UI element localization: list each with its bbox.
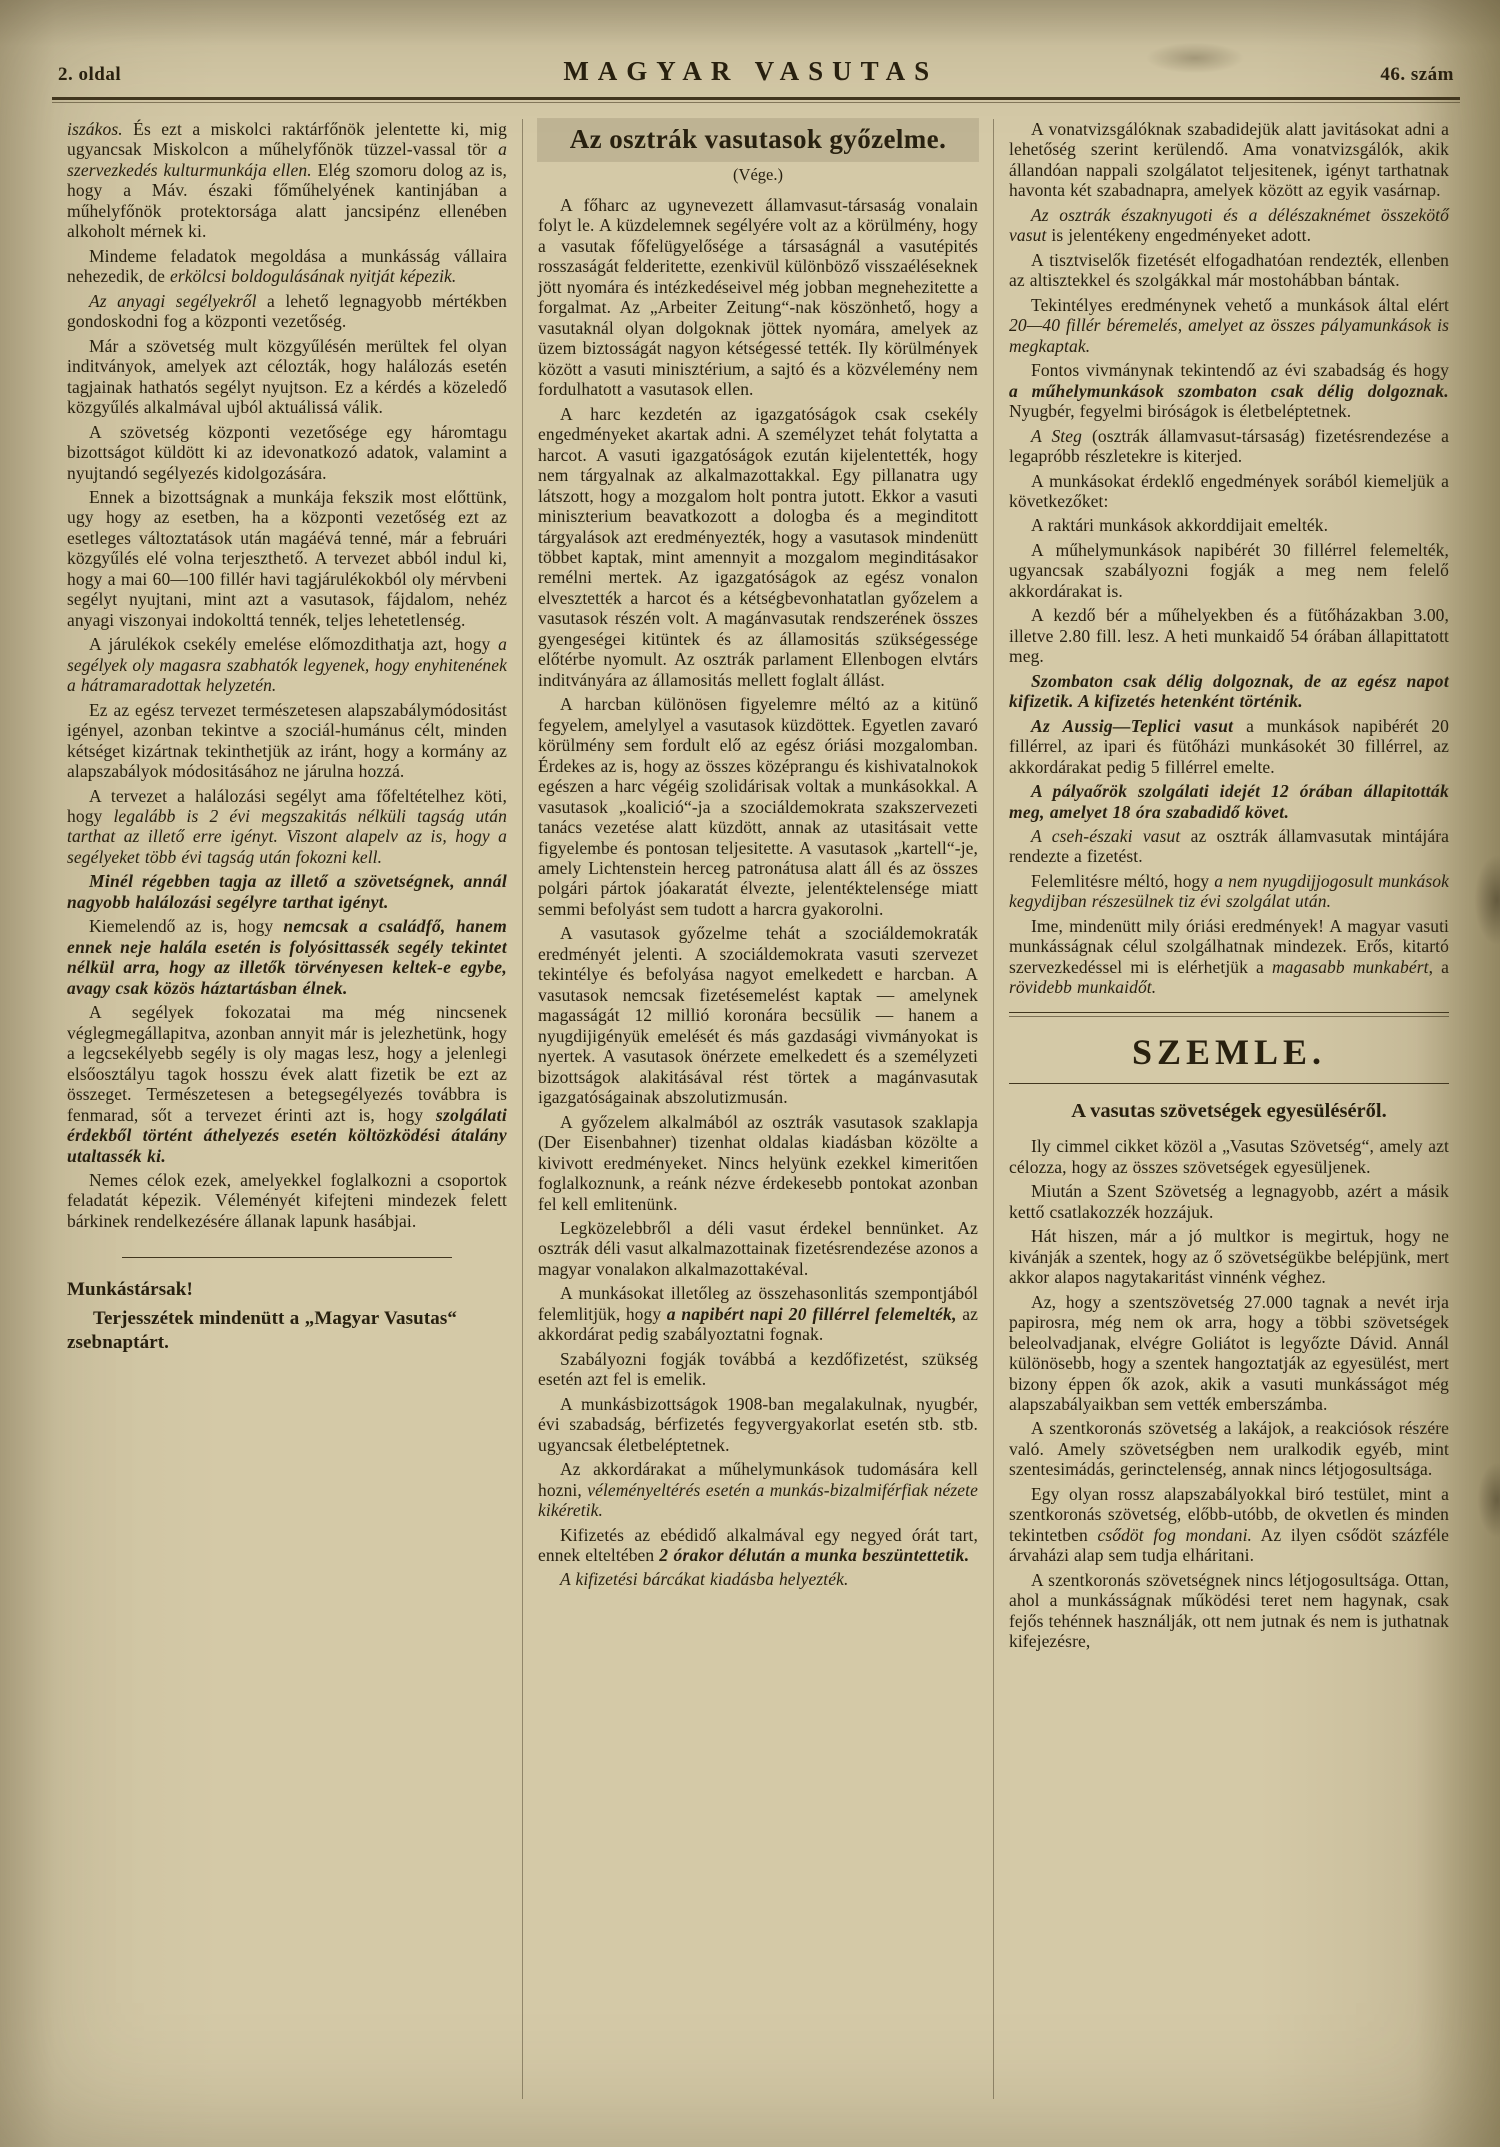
columns [0,103,1500,2099]
column-left-divider [122,1257,452,1258]
szemle-article-title: A vasutas szövetségek egyesüléséről. [1071,1099,1387,1122]
paragraph: Az osztrák északnyugoti és a délészaknémet összekötő vasut is jelentékeny engedményeket adott. [1009,204,1449,246]
paragraph: A vonatvizsgálóknak szabadidejük alatt javitásokat adni a lehetőség szerint kerülendő. Ama vonatvizsgálók, akik állandóan nappali szolgálatot teljesitenek, igényt tarthatnak havonta két szabadnapra, amelyek között az egyik vasárnap. [1009,119,1449,201]
paragraph: A harcban különösen figyelemre méltó az a kitünő fegyelem, amelylyel a vasutasok küzdöttek. Egyetlen zavaró körülmény sem fordult elő az egész óriási mozgalomban. Érdekes az is, hogy az összes középrangu és kishivatalnokok egészen a harc végéig szolidárisak voltak a munkásokkal. A vasutasok „koalició“-ja a szociáldemokrata szakszervezeti tanács vezetése alatt küzdött, annak az utasitásait vette figyelembe és pontosan teljesitette. A vasutasok „kartell“-je, amely Lichtenstein herceg patronátusa alatt áll és az összes polgári pártok jóakaratát élvezte, jelentéktelensége miatt semmi befolyást sem tudott a harcra gyakorolni. [538,694,978,919]
paragraph: Ily cimmel cikket közöl a „Vasutas Szövetség“, amely azt célozza, hogy az összes szövetségek egyesüljenek. [1009,1136,1449,1177]
paragraph: Minél régebben tagja az illető a szövetségnek, annál nagyobb halálozási segélyre tarthat igényt. [67,871,507,912]
column-right [993,119,1464,2099]
paragraph: Ez az egész tervezet természetesen alapszabálymódositást igényel, azonban tekintve a szociál-humánus célt, minden kétséget kizártnak tekinthetjük az iránt, hogy a kormány az alapszabályok módositásához ne járulna hozzá. [67,699,507,782]
paragraph: Miután a Szent Szövetség a legnagyobb, azért a másik kettő csatlakozzék hozzájuk. [1009,1181,1449,1222]
szemle-paragraphs [1009,1136,1449,1651]
szemle-top-rule [1009,1012,1449,1017]
paragraph: A főharc az ugynevezett államvasut-társaság vonalain folyt le. A küzdelemnek segélyére volt az a körülmény, hogy a vasutak főfelügyelősége a társaságnál a vasutépités rosszaságát felderitette, ezenkivül különböző visszaéléseknek jött nyomára és intézkedéseivel még jobban megnehezitette a forgalmat. Az „Arbeiter Zeitung“-nak köszönhető, hogy a vasutaknál olyan dolgoknak jöttek nyomára, amelyek az üzem biztosságát nagyon kétségessé tették. Ily körülmények között a vasuti minisztérium, a sajtó és a közvélemény nem fordulhatott a vasutasok ellen. [538,195,978,400]
column-center [522,119,993,2099]
page-header [0,0,1500,97]
paragraph: iszákos. És ezt a miskolci raktárfőnök jelentette ki, mig ugyancsak Miskolcon a műhelyfőnök tüzzel-vassal tör a szervezkedés kulturmunkája ellen. Elég szomoru dolog az is, hogy a Máv. északi főműhelyének kantinjában a műhelyfőnök protektorsága alatt jancsipénz ellenében alkoholt mérnek ki. [67,119,507,242]
paragraph: A műhelymunkások napibérét 30 fillérrel felemelték, ugyancsak szabályozni fogják a meg nem felelő akkordárakat is. [1009,539,1449,601]
article-subheadline: (Vége.) [733,165,783,184]
paragraph: A raktári munkások akkorddijait emelték. [1031,515,1329,536]
paragraph: A harc kezdetén az igazgatóságok csak csekély engedményeket akartak adni. A személyzet tehát folytatta a harcot. A vasuti igazgatóságok ezután kijelentették, hogy nem tárgyalnak az alkalmazottakkal. Egy pillanatra ugy látszott, hogy a mozgalom holt pontra jutott. Ekkor a vasuti miniszterium beavatkozott a dologba és a meginditott tárgyalások azt eredményezték, hogy a vasutasok mindenütt többet kaptak, mint amennyit a mozgalom meginditásakor remélni mertek. Az igazgatóságok az egész vonalon elvesztették a harcot és a kétségbevonhatatlan győzelem a vasutasok részén volt. A magánvasutak rendszerének összes gyengeségei kitüntek és az államositás szükségessége előtérbe nyomult. Az osztrák parlament Ellenbogen elvtárs inditványára az államositás mellett foglalt állást. [538,403,978,690]
paragraph: A tervezet a halálozási segélyt ama főfeltételhez köti, hogy legalább is 2 évi megszakitás nélküli tagság után tarthat az illető erre igényt. Viszont alapelv az is, hogy a segélyeket több évi tagság után fokozni kell. [67,785,507,867]
paragraph: Szombaton csak délig dolgoznak, de az egész napot kifizetik. A kifizetés hetenként történik. [1009,670,1449,712]
column-center-paragraphs [538,195,978,1590]
paragraph: A Steg (osztrák államvasut-társaság) fizetésrendezése a legapróbb részletekre is kiterjed. [1009,425,1449,467]
paragraph: Hát hiszen, már a jó multkor is megirtuk, hogy ne kivánják a szentek, hogy az ő szövetségükbe belépjünk, mert akkor alapos nagytakaritást vinnénk véghez. [1009,1226,1449,1288]
paragraph: Tekintélyes eredménynek vehető a munkások által elért 20—40 fillér béremelés, amelyet az összes pályamunkások is megkaptak. [1009,294,1449,356]
paragraph: Legközelebbről a déli vasut érdekel bennünket. Az osztrák déli vasut alkalmazottainak fizetésrendezése azonos a magyar vonalakon alkalmazottakéval. [538,1217,978,1279]
paragraph: A járulékok csekély emelése előmozdithatja azt, hogy a segélyek oly magasra szabhatók legyenek, hogy enyhitenének a hátramaradottak helyzetén. [67,634,507,696]
paragraph: Felemlitésre méltó, hogy a nem nyugdijjogosult munkások kegydijban részesülnek tiz évi szolgálat után. [1009,870,1450,912]
szemle-bottom-rule [1009,1083,1449,1084]
paragraph: Már a szövetség mult közgyűlésén merültek fel olyan inditványok, amelyek azt célozták, hogy halálozás esetén tagjainak hathatós segélyt nyujtson. Ez a kérdés a közeledő közgyűlés alkalmával ujból aktuálissá válik. [67,335,507,418]
paragraph: Ennek a bizottságnak a munkája fekszik most előttünk, ugy hogy az esetben, ha a központi vezetőség ezt az esetleges változtatások után magáévá tenné, már a februári közgyűlés elé volna terjeszthető. A tervezet abból indul ki, hogy a mai 60—100 fillér havi tagjárulékokból oly mérvbeni segélyt nyujtani, mint azt a vasutasok, fájdalom, nehéz anyagi viszonyai indokolttá tennék, teljes lehetetlenség. [67,486,507,630]
paragraph: A munkásbizottságok 1908-ban megalakulnak, nyugbér, évi szabadság, bérfizetés fegyvergyakorlat esetén stb. stb. ugyancsak életbeléptetnek. [538,1393,978,1455]
paragraph: A kifizetési bárcákat kiadásba helyezték. [560,1569,849,1590]
issue-number: 46. szám [1380,64,1454,85]
article-headline: Az osztrák vasutasok győzelme. [538,119,978,161]
column-right-paragraphs [1009,119,1449,998]
page-number: 2. oldal [58,64,122,85]
pocket-calendar-notice [67,1278,507,1354]
column-left-paragraphs [67,119,507,1231]
paragraph: A munkásokat érdeklő engedmények sorából kiemeljük a következőket: [1009,470,1449,511]
paragraph: Az, hogy a szentszövetség 27.000 tagnak a nevét irja papirosra, még nem ok arra, hogy a többi szövetségek beleolvadjanak, elvégre Goliátot is legyőzte Dávid. Annál különösebb, hogy a szentek hangoztatják az egyesülést, mert bizony éppen ők azok, akik a vasuti munkásságot még alapszabályaikban sem vették emberszámba. [1009,1291,1449,1415]
paragraph: A szentkoronás szövetségnek nincs létjogosultsága. Ottan, ahol a munkásságnak működési teret nem hagynak, csak fejős tehénnek használják, ott nem jutnak és nem is juthatnak kifejezésre, [1009,1569,1449,1652]
paragraph: Nemes célok ezek, amelyekkel foglalkozni a csoportok feladatát képezik. Véleményét kifejteni mindezek felett bárkinek rendelkezésére állanak lapunk hasábjai. [67,1169,507,1231]
paragraph: Az akkordárakat a műhelymunkások tudomására kell hozni, véleményeltérés esetén a munkás-bizalmiférfiak nézete kikéretik. [538,1459,978,1521]
paragraph: Az Aussig—Teplici vasut a munkások napibérét 20 fillérrel, az ipari és fütőházi munkásokét 30 fillérrel, az akkordárakat pedig 5 fillérrel emelte. [1009,715,1449,777]
paragraph: A vasutasok győzelme tehát a szociáldemokraták eredményét jelenti. A szociáldemokrata vasuti szervezet tekintélye és befolyása nagyot emelkedett e harcban. A vasutasok nemcsak fizetésemelést kaptak — amelynek magasságát 12 millió koronára becsülik — hanem a nyugdijigényük emelését és más gazdasági vivmányokat is nyertek. A vasutasok önérzete emelkedett és a személyzeti bizottságok alakitásával rést törtek a magánvasutak igazgatóságainak abszolutizmusán. [538,923,978,1108]
paragraph: Mindeme feladatok megoldása a munkásság vállaira nehezedik, de erkölcsi boldogulásának nyitját képezik. [67,245,507,287]
paragraph: A szövetség központi vezetősége egy háromtagu bizottságot küldött ki az idevonatkozó adatok, valamint a nyujtandó segélyezés kidolgozására. [67,421,507,483]
newspaper-title: MAGYAR VASUTAS [563,56,939,86]
paragraph: Kifizetés az ebédidő alkalmával egy negyed órát tart, ennek elteltében 2 órakor délután a munka beszüntettetik. [538,1524,978,1565]
paragraph: A kezdő bér a műhelyekben és a fütőházakban 3.00, illetve 2.80 fill. lesz. A heti munkaidő 54 órában állapittatott meg. [1009,605,1449,667]
paragraph: Kiemelendő az is, hogy nemcsak a családfő, hanem ennek neje halála esetén is folyósittassék segély tekintet nélkül arra, hogy az illetők törvényesen keltek-e egybe, avagy csak közös háztartásban élnek. [67,916,507,998]
paragraph: Egy olyan rossz alapszabályokkal biró testület, mint a szentkoronás szövetség, előbb-utóbb, de okvetlen és minden tekintetben csődöt fog mondani. Az ilyen csődöt százféle árvaházi alap sem tudja elháritani. [1009,1483,1449,1566]
paragraph: A pályaőrök szolgálati idejét 12 órában állapitották meg, amelyet 18 óra szabadidő követ. [1009,781,1449,822]
paragraph: Szabályozni fogják továbbá a kezdőfizetést, szükség esetén azt fel is emelik. [538,1348,978,1390]
szemle-section-title: SZEMLE. [1131,1031,1327,1072]
notice-heading: Munkástársak! [67,1279,193,1301]
paragraph: A munkásokat illetőleg az összehasonlitás szempontjából felemlitjük, hogy a napibért napi 20 fillérrel felemelték, az akkordárat pedig szabályoztatni fognak. [538,1283,978,1345]
notice-text: Terjesszétek mindenütt a „Magyar Vasutas“ zsebnaptárt. [67,1308,457,1353]
paragraph: A tisztviselők fizetését elfogadhatóan rendezték, ellenben az altisztekkel és szolgákkal már mostohábban bántak. [1009,249,1449,291]
paragraph: A győzelem alkalmából az osztrák vasutasok szaklapja (Der Eisenbahner) tizenhat oldalas kiadásban közölte a kivivott eredményeket. Nincs helyünk ezekkel kimeritően foglalkoznunk, a reánk nézve érdekesebb pontokat azonban fel kell emlitenünk. [538,1111,978,1214]
paragraph: Ime, mindenütt mily óriási eredmények! A magyar vasuti munkásságnak célul szolgálhatnak mindezek. Erős, kitartó szervezkedéssel mi is elérhetjük a magasabb munkabért, a rövidebb munkaidőt. [1009,915,1449,998]
column-left [52,119,522,2099]
paragraph: Az anyagi segélyekről a lehető legnagyobb mértékben gondoskodni fog a központi vezetőség. [67,290,507,332]
paragraph: Fontos vivmánynak tekintendő az évi szabadság és hogy a műhelymunkások szombaton csak délig dolgoznak. Nyugbér, fegyelmi biróságok is életbeléptetnek. [1009,360,1449,422]
header-rule [52,97,1460,103]
paragraph: A szentkoronás szövetség a lakájok, a reakciósok részére való. Amely szövetségben nem uralkodik egyéb, mint szentesimádás, gerinctelenség, annak nincs létjogosultsága. [1009,1418,1449,1480]
paragraph: A cseh-északi vasut az osztrák államvasutak mintájára rendezte a fizetést. [1009,826,1449,867]
paragraph: A segélyek fokozatai ma még nincsenek véglegmegállapitva, azonban annyit már is jelezhetünk, hogy a legcsekélyebb segély is oly magas lesz, hogy a jelenlegi elsőosztályu tagok hosszu évek alatt fizetik be ezt az összeget. Természetesen a betegsegélyezés továbbra is fenmarad, sőt a tervezet érinti azt is, hogy szolgálati érdekből történt áthelyezés esetén költözködési átalány utaltassék ki. [67,1002,507,1166]
